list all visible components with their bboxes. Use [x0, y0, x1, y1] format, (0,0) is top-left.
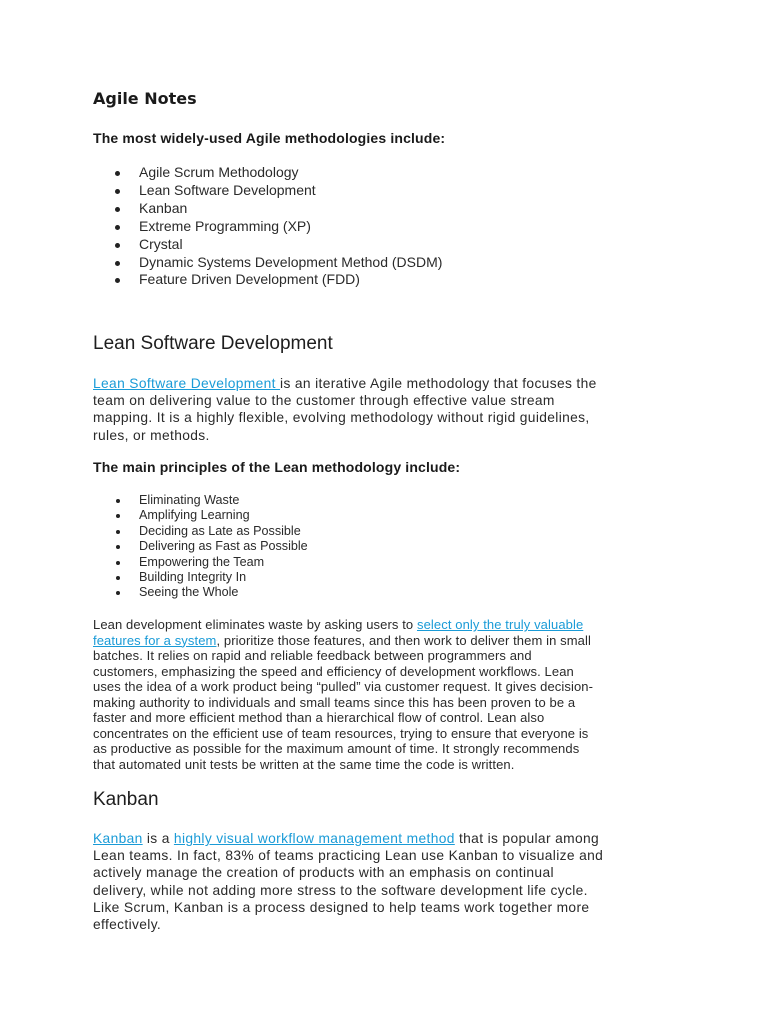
valuable-features-link[interactable]: select only the truly valuable: [416, 617, 584, 632]
list-item: Deciding as Late as Possible: [93, 524, 308, 539]
list-item: Building Integrity In: [93, 570, 308, 585]
lean-body-paragraph: Lean development eliminates waste by asking users to select only the truly valuable features for a system, prioritize those features, and then work to deliver them in small batches. It relies on rapid and reliable feedback between programmers and customers, emphasizing the speed and efficiency of development workflows. Lean uses the idea of a work product being “pulled” via customer request. It gives decision- making authority to individuals and small teams since this has been proven to be a faster and more efficient method than a hierarchical flow of control. Lean also concentrates on the efficient use of team resources, trying to ensure that everyone is as productive as possible for the maximum amount of time. It strongly recommends that automated unit tests be written at the same time the code is written.: [93, 617, 594, 772]
methodologies-list: [93, 164, 442, 289]
lean-principles-heading: The main principles of the Lean methodology include:: [93, 459, 461, 475]
lean-principles-list: [93, 493, 308, 601]
list-item: Lean Software Development: [93, 182, 442, 200]
kanban-link[interactable]: Kanban: [93, 831, 143, 846]
lean-intro-paragraph: Lean Software Development is an iterative Agile methodology that focuses the team on delivering value to the customer through effective value stream mapping. It is a highly flexible, evolving methodology without rigid guidelines, rules, or methods.: [93, 376, 597, 443]
list-item: Feature Driven Development (FDD): [93, 271, 442, 289]
methodologies-heading: The most widely-used Agile methodologies include:: [93, 130, 446, 146]
list-item: Kanban: [93, 200, 442, 218]
list-item: Seeing the Whole: [93, 585, 308, 600]
valuable-features-link-continued[interactable]: features for a system: [93, 632, 217, 648]
lean-section-heading: Lean Software Development: [93, 333, 333, 354]
list-item: Amplifying Learning: [93, 508, 308, 523]
list-item: Eliminating Waste: [93, 493, 308, 508]
list-item: Crystal: [93, 236, 442, 254]
kanban-section-heading: Kanban: [93, 789, 159, 810]
list-item: Agile Scrum Methodology: [93, 164, 442, 182]
lean-software-development-link[interactable]: Lean Software Development: [93, 376, 281, 391]
list-item: Delivering as Fast as Possible: [93, 539, 308, 554]
list-item: Extreme Programming (XP): [93, 218, 442, 236]
list-item: Dynamic Systems Development Method (DSDM): [93, 254, 442, 272]
list-item: Empowering the Team: [93, 555, 308, 570]
workflow-management-link[interactable]: highly visual workflow management method: [173, 831, 455, 846]
kanban-body-paragraph: Kanban is a highly visual workflow management method that is popular among Lean teams. In fact, 83% of teams practicing Lean use Kanban to visualize and actively manage the creation of products with an emphasis on continual delivery, while not adding more stress to the software development life cycle. Like Scrum, Kanban is a process designed to help teams work together more effectively.: [93, 831, 604, 933]
document-title: Agile Notes: [93, 89, 197, 108]
